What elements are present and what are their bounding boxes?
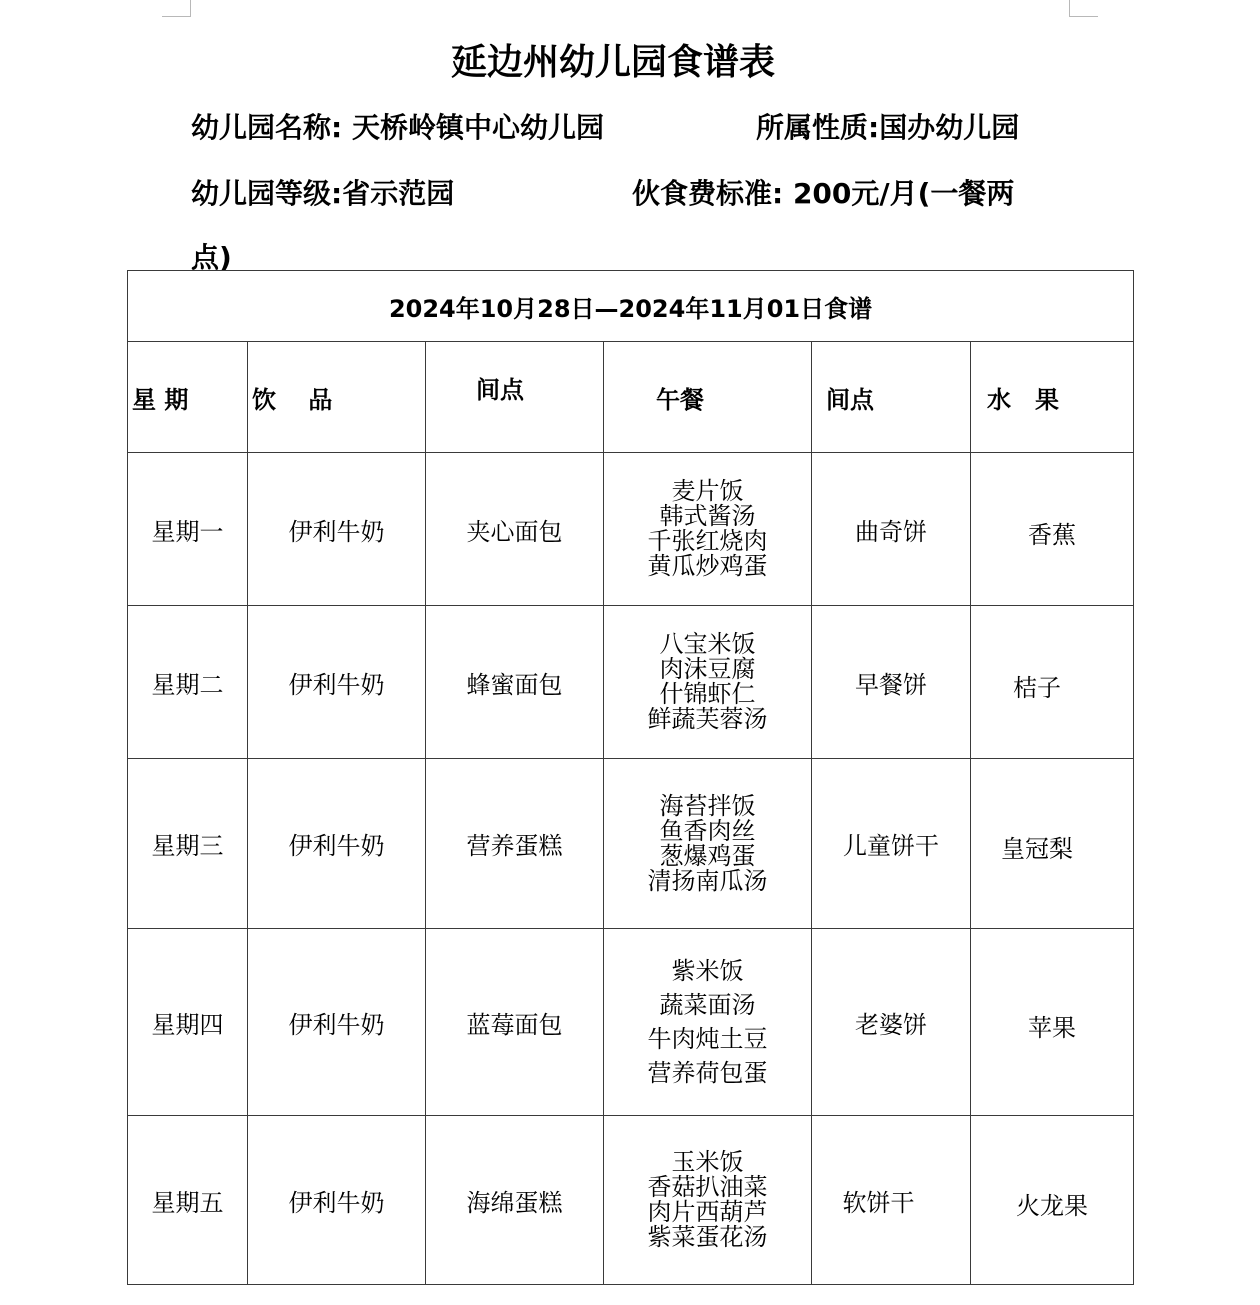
lunch-dish: 黄瓜炒鸡蛋 — [647, 552, 768, 580]
snack-afternoon-cell: 老婆饼 — [812, 929, 971, 1116]
lunch-dish: 紫菜蛋花汤 — [647, 1223, 768, 1251]
table-row — [128, 929, 1134, 1116]
drink-cell: 伊利牛奶 — [248, 929, 426, 1116]
fruit-cell: 桔子 — [971, 606, 1134, 759]
lunch-dish: 八宝米饭 — [659, 630, 756, 658]
table-row — [128, 1116, 1134, 1285]
lunch-dish: 海苔拌饭 — [659, 791, 756, 820]
snack-afternoon-cell: 软饼干 — [812, 1116, 971, 1285]
lunch-dish: 玉米饭 — [671, 1148, 744, 1176]
lunch-cell — [604, 453, 812, 606]
header-fruit: 水 果 — [971, 342, 1134, 453]
fruit-cell: 火龙果 — [971, 1116, 1134, 1285]
lunch-dish: 韩式酱汤 — [659, 502, 756, 530]
snack-morning-cell: 蜂蜜面包 — [426, 606, 604, 759]
lunch-dish: 营养荷包蛋 — [647, 1059, 768, 1087]
drink-cell: 伊利牛奶 — [248, 759, 426, 929]
snack-afternoon-cell: 儿童饼干 — [812, 759, 971, 929]
kindergarten-name-label: 幼儿园名称: — [191, 111, 343, 144]
snack-morning-cell: 夹心面包 — [426, 453, 604, 606]
lunch-dish: 紫米饭 — [671, 957, 744, 985]
lunch-dish: 肉片西葫芦 — [647, 1198, 768, 1226]
header-drink: 饮 品 — [248, 342, 426, 453]
fruit-cell: 香蕉 — [971, 453, 1134, 606]
kindergarten-grade-label: 幼儿园等级: — [191, 177, 343, 210]
header-snack-afternoon: 间点 — [812, 342, 971, 453]
weekday-cell: 星期五 — [128, 1116, 248, 1285]
table-row — [128, 453, 1134, 606]
snack-morning-cell: 蓝莓面包 — [426, 929, 604, 1116]
header-snack-morning: 间点 — [426, 342, 604, 453]
snack-afternoon-cell: 曲奇饼 — [812, 453, 971, 606]
date-range-row — [128, 271, 1134, 342]
weekday-cell: 星期一 — [128, 453, 248, 606]
meal-fee-continued: 点) — [191, 241, 232, 274]
header-lunch: 午餐 — [604, 342, 812, 453]
drink-cell: 伊利牛奶 — [248, 453, 426, 606]
kindergarten-name-value: 天桥岭镇中心幼儿园 — [351, 111, 604, 144]
lunch-dish: 鲜蔬芙蓉汤 — [647, 705, 768, 733]
lunch-dish: 香菇扒油菜 — [647, 1173, 768, 1201]
lunch-dish: 鱼香肉丝 — [659, 816, 756, 845]
lunch-cell — [604, 1116, 812, 1285]
kindergarten-grade-value: 省示范园 — [342, 177, 455, 210]
date-range: 2024年10月28日—2024年11月01日食谱 — [128, 271, 1134, 342]
kindergarten-nature — [756, 106, 1019, 146]
snack-afternoon-cell: 早餐饼 — [812, 606, 971, 759]
page-corner-mark-left — [162, 0, 191, 17]
table-row — [128, 606, 1134, 759]
lunch-dish: 葱爆鸡蛋 — [659, 841, 756, 870]
kindergarten-nature-value: 国办幼儿园 — [879, 111, 1020, 144]
kindergarten-nature-label: 所属性质: — [756, 111, 880, 144]
weekday-cell: 星期三 — [128, 759, 248, 929]
lunch-dish: 什锦虾仁 — [659, 680, 756, 708]
menu-table — [127, 270, 1134, 1285]
kindergarten-name — [191, 106, 604, 146]
lunch-dish: 肉沫豆腐 — [659, 655, 756, 683]
kindergarten-grade — [191, 172, 454, 212]
meal-fee-value: 200元/月(一餐两 — [792, 177, 1015, 210]
header-weekday: 星 期 — [128, 342, 248, 453]
lunch-dish: 麦片饭 — [671, 477, 744, 505]
drink-cell: 伊利牛奶 — [248, 606, 426, 759]
lunch-dish: 牛肉炖土豆 — [647, 1025, 768, 1053]
fruit-cell: 皇冠梨 — [971, 759, 1134, 929]
meal-fee — [632, 172, 1014, 212]
lunch-cell — [604, 606, 812, 759]
page-corner-mark-right — [1069, 0, 1098, 17]
lunch-cell — [604, 929, 812, 1116]
weekday-cell: 星期四 — [128, 929, 248, 1116]
lunch-cell — [604, 759, 812, 929]
table-row — [128, 759, 1134, 929]
document-title: 延边州幼儿园食谱表 — [450, 42, 775, 83]
weekday-cell: 星期二 — [128, 606, 248, 759]
snack-morning-cell: 海绵蛋糕 — [426, 1116, 604, 1285]
fruit-cell: 苹果 — [971, 929, 1134, 1116]
meal-fee-label: 伙食费标准: — [632, 177, 784, 210]
lunch-dish: 千张红烧肉 — [647, 527, 768, 555]
header-row — [128, 342, 1134, 453]
snack-morning-cell: 营养蛋糕 — [426, 759, 604, 929]
drink-cell: 伊利牛奶 — [248, 1116, 426, 1285]
lunch-dish: 清扬南瓜汤 — [647, 866, 768, 895]
lunch-dish: 蔬菜面汤 — [659, 991, 756, 1019]
